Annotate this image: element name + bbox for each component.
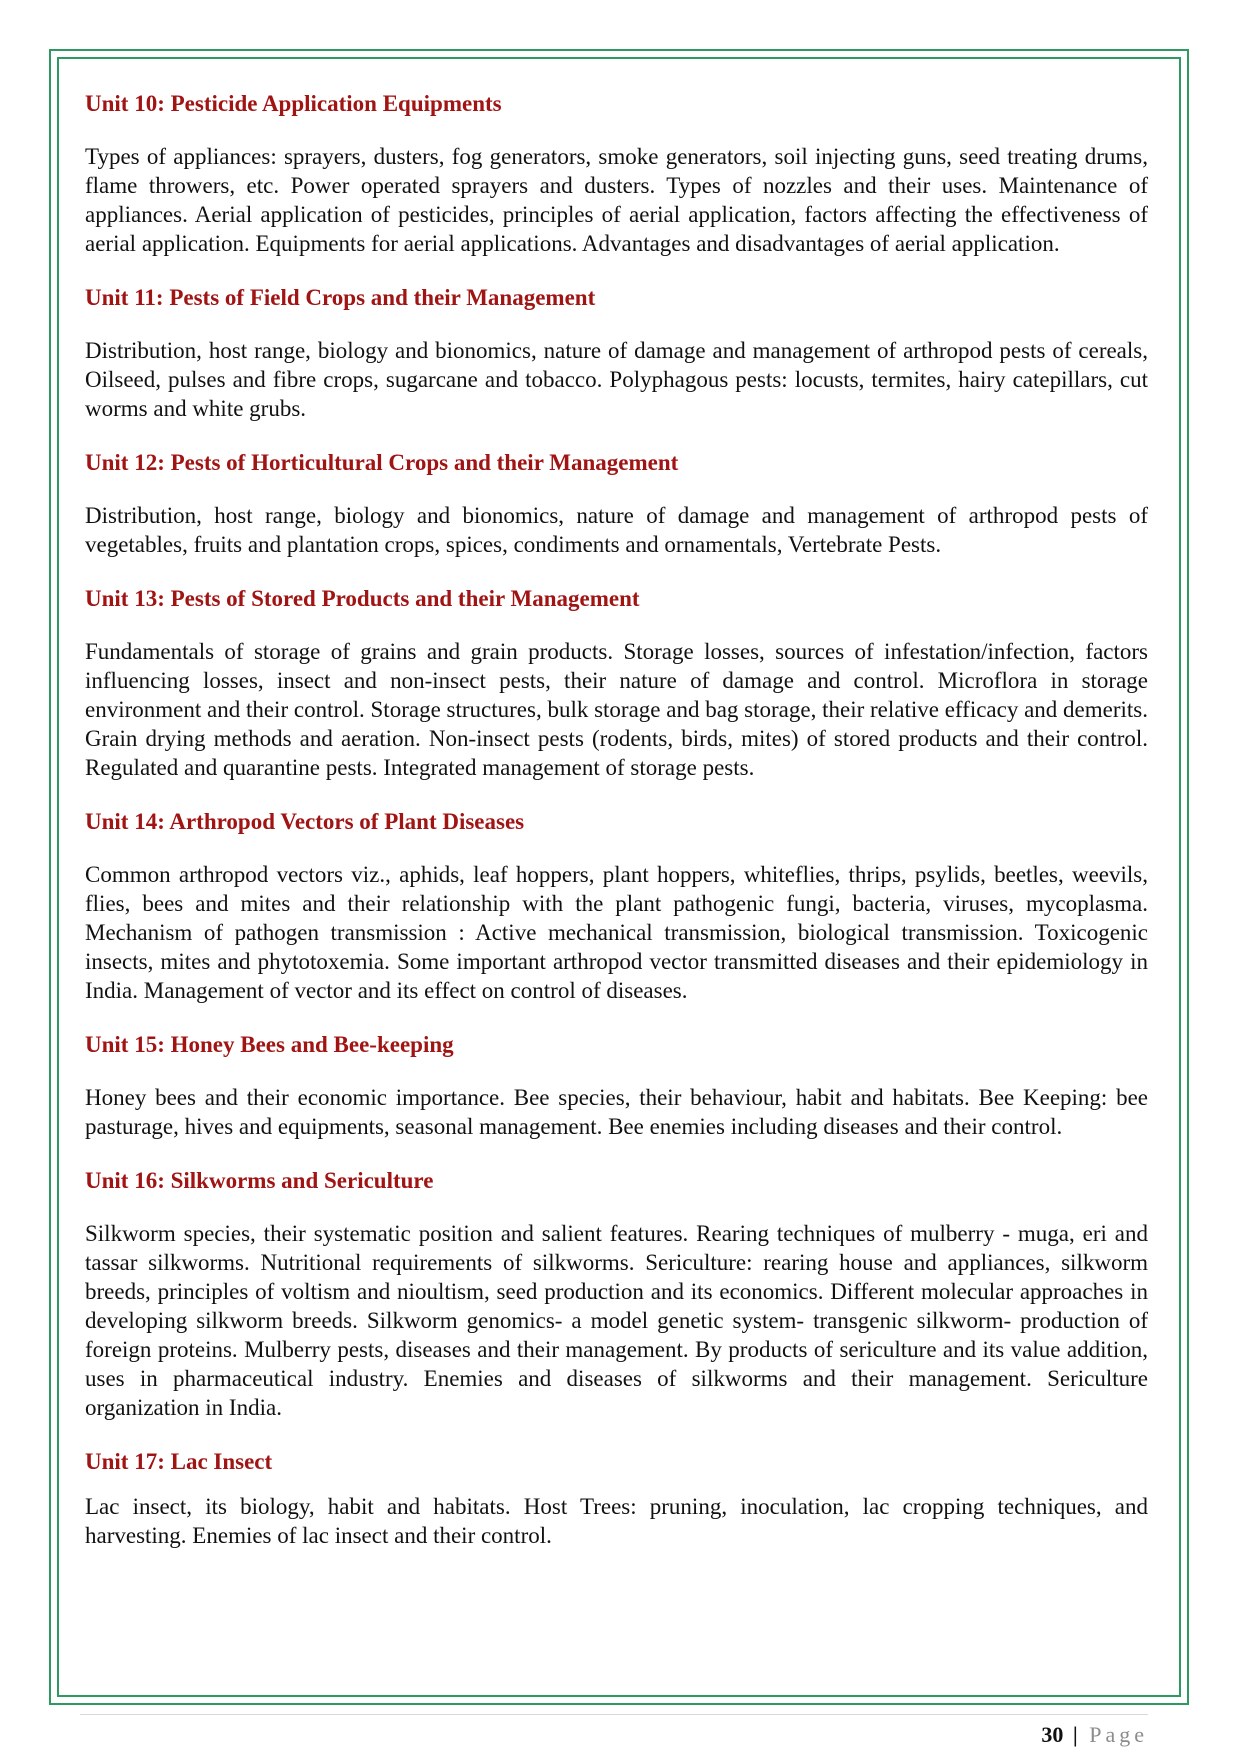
unit-body: Fundamentals of storage of grains and grain products. Storage losses, sources of infestation/infection, factors influencing losses, insect and non-insect pests, their nature of damage and control. Microflora in storage environment and their control. Storage structures, bulk storage and bag storage, their relative efficacy and demerits. Grain drying methods and aeration. Non-insect pests (rodents, birds, mites) of stored products and their control. Regulated and quarantine pests. Integrated management of storage pests. <box>85 639 1148 780</box>
unit-heading: Unit 17: Lac Insect <box>85 1449 273 1474</box>
footer-divider <box>80 1714 1148 1715</box>
unit-body: Lac insect, its biology, habit and habitats. Host Trees: pruning, inoculation, lac cropping techniques, and harvesting. Enemies of lac insect and their control. <box>85 1494 1148 1548</box>
unit-14 <box>85 808 1148 1005</box>
page-footer <box>1041 1722 1148 1748</box>
unit-body: Silkworm species, their systematic position and salient features. Rearing techniques of mulberry - muga, eri and tassar silkworms. Nutritional requirements of silkworms. Sericulture: rearing house and appliances, silkworm breeds, principles of voltism and nioultism, seed production and its economics. Different molecular approaches in developing silkworm breeds. Silkworm genomics- a model genetic system- transgenic silkworm- production of foreign proteins. Mulberry pests, diseases and their management. By products of sericulture and its value addition, uses in pharmaceutical industry. Enemies and diseases of silkworms and their management. Sericulture organization in India. <box>85 1221 1148 1420</box>
unit-17 <box>85 1448 1148 1550</box>
unit-heading: Unit 16: Silkworms and Sericulture <box>85 1168 434 1193</box>
unit-13 <box>85 585 1148 782</box>
unit-12 <box>85 449 1148 559</box>
unit-16 <box>85 1167 1148 1422</box>
unit-body: Types of appliances: sprayers, dusters, fog generators, smoke generators, soil injecting guns, seed treating drums, flame throwers, etc. Power operated sprayers and dusters. Types of nozzles and their uses. Maintenance of appliances. Aerial application of pesticides, principles of aerial application, factors affecting the effectiveness of aerial application. Equipments for aerial applications. Advantages and disadvantages of aerial application. <box>85 144 1148 256</box>
unit-15 <box>85 1031 1148 1141</box>
unit-heading: Unit 13: Pests of Stored Products and their Management <box>85 586 640 611</box>
page-number: 30 <box>1041 1722 1064 1747</box>
page-label: Page <box>1089 1722 1148 1747</box>
unit-10 <box>85 90 1148 258</box>
unit-body: Distribution, host range, biology and bionomics, nature of damage and management of arthropod pests of vegetables, fruits and plantation crops, spices, condiments and ornamentals, Vertebrate Pests. <box>85 503 1148 557</box>
unit-heading: Unit 14: Arthropod Vectors of Plant Diseases <box>85 809 525 834</box>
unit-heading: Unit 12: Pests of Horticultural Crops and their Management <box>85 450 679 475</box>
unit-body: Honey bees and their economic importance. Bee species, their behaviour, habit and habitats. Bee Keeping: bee pasturage, hives and equipments, seasonal management. Bee enemies including diseases and their control. <box>85 1085 1148 1139</box>
unit-heading: Unit 15: Honey Bees and Bee-keeping <box>85 1032 454 1057</box>
page-separator: | <box>1072 1722 1078 1747</box>
document-content <box>85 90 1148 1576</box>
unit-heading: Unit 10: Pesticide Application Equipments <box>85 91 502 116</box>
unit-body: Common arthropod vectors viz., aphids, leaf hoppers, plant hoppers, whiteflies, thrips, psylids, beetles, weevils, flies, bees and mites and their relationship with the plant pathogenic fungi, bacteria, viruses, mycoplasma. Mechanism of pathogen transmission : Active mechanical transmission, biological transmission. Toxicogenic insects, mites and phytotoxemia. Some important arthropod vector transmitted diseases and their epidemiology in India. Management of vector and its effect on control of diseases. <box>85 862 1148 1003</box>
unit-11 <box>85 284 1148 423</box>
unit-body: Distribution, host range, biology and bionomics, nature of damage and management of arthropod pests of cereals, Oilseed, pulses and fibre crops, sugarcane and tobacco. Polyphagous pests: locusts, termites, hairy catepillars, cut worms and white grubs. <box>85 338 1148 421</box>
unit-heading: Unit 11: Pests of Field Crops and their Management <box>85 285 596 310</box>
